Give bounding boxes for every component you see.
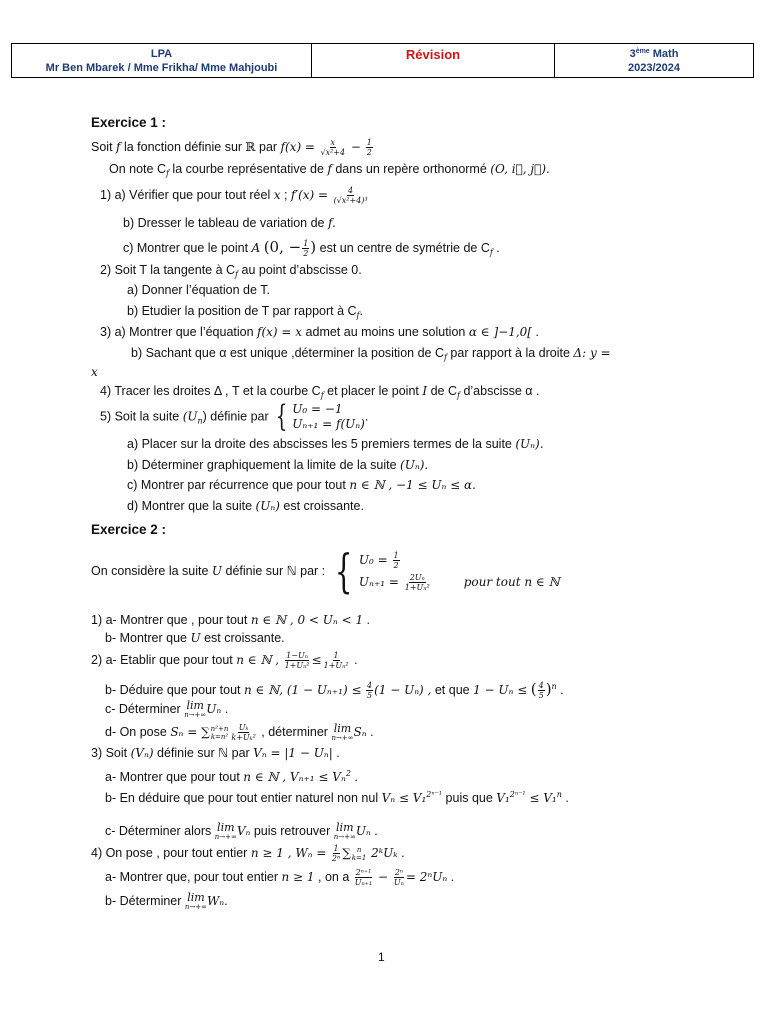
ex2-q2c: c- Déterminer lim n→+∞ Uₙ . xyxy=(105,699,229,719)
ex2-q2a: 2) a- Etablir que pour tout n ∈ ℕ , $\frac{\text{1−Uₙ}}{\text{1+Uₙ²}}$ ≤ $\frac{1}{\text{1+Uₙ²}}$ . xyxy=(91,651,358,670)
school-name: LPA xyxy=(150,47,173,60)
ex1-q3a: 3) a) Montrer que l’équation f(x) = x admet au moins une solution α ∈ ]−1,0[ . xyxy=(100,325,539,339)
page-number: 1 xyxy=(378,950,385,964)
exercise-2-heading: Exercice 2 : xyxy=(91,522,167,537)
header-table xyxy=(11,43,754,78)
ex1-q2a: a) Donner l’équation de T. xyxy=(127,283,270,297)
ex1-q5d: d) Montrer que la suite (Uₙ) est croissante. xyxy=(127,499,364,513)
header-title-cell xyxy=(312,44,555,77)
ex1-intro-line-1: Soit f la fonction définie sur ℝ par f(x) = $\frac{x}{\text{√x²+4}}$ − $\frac{1}{2}$ xyxy=(91,138,372,157)
school-year: 2023/2024 xyxy=(628,61,680,74)
ex1-q2: 2) Soit T la tangente à $C_f$ au point d’abscisse 0. xyxy=(100,263,362,279)
ex1-q4: 4) Tracer les droites Δ , T et la courbe $C_f$ et placer le point I de $C_f$ d’abscisse α . xyxy=(100,384,540,400)
ex2-q2b: b- Déduire que pour tout n ∈ ℕ, (1 − Uₙ₊₁) ≤ $\frac{4}{5}$ (1 − Uₙ) , et que 1 − Uₙ ≤ ( $\frac{4}{5}$ )$^n$ . xyxy=(105,680,564,701)
ex1-q5c: c) Montrer par récurrence que pour tout n ∈ ℕ , −1 ≤ Uₙ ≤ α. xyxy=(127,478,476,492)
class-level: 3ème Math xyxy=(629,47,679,60)
ex1-q5b: b) Déterminer graphiquement la limite de la suite (Uₙ). xyxy=(127,458,429,472)
ex2-q4a: a- Montrer que, pour tout entier n ≥ 1 , on a $\frac{\text{2ⁿ⁺¹}}{\text{Uₙ₊₁}}$ − $\frac{\text{2ⁿ}}{\text{Uₙ}}$ = 2ⁿUₙ . xyxy=(105,868,455,887)
header-left-cell xyxy=(12,44,312,77)
ex2-q4b: b- Déterminer lim n→+∞ Wₙ. xyxy=(105,891,228,911)
ex1-intro-line-2: On note $C_f$ la courbe représentative de f dans un repère orthonormé (O, i⃗, j⃗). xyxy=(109,162,550,178)
ex2-q3: 3) Soit (Vₙ) définie sur ℕ par Vₙ = |1 − Uₙ| . xyxy=(91,746,340,760)
ex2-q3a: a- Montrer que pour tout n ∈ ℕ , Vₙ₊₁ ≤ Vₙ$^2$ . xyxy=(105,769,358,784)
ex1-q1c: c) Montrer que le point A (0, − $\frac{1}{2}$ ) est un centre de symétrie de $C_f$ . xyxy=(123,237,500,258)
ex1-q5: 5) Soit la suite $(U_n)$ définie par { U₀ = −1 Uₙ₊₁ = f(Uₙ) . xyxy=(100,399,369,434)
exercise-1-heading: Exercice 1 : xyxy=(91,115,167,130)
teacher-names: Mr Ben Mbarek / Mme Frikha/ Mme Mahjoubi xyxy=(45,61,278,74)
ex1-q3b-continued: x xyxy=(91,365,98,379)
ex2-q1b: b- Montrer que U est croissante. xyxy=(105,631,285,645)
ex1-q5a: a) Placer sur la droite des abscisses les 5 premiers termes de la suite (Uₙ). xyxy=(127,437,544,451)
ex2-q1a: 1) a- Montrer que , pour tout n ∈ ℕ , 0 < Uₙ < 1 . xyxy=(91,613,371,627)
ex2-q3c: c- Déterminer alors lim n→+∞ Vₙ puis retrouver lim n→+∞ Uₙ . xyxy=(105,821,378,841)
ex2-q4: 4) On pose , pour tout entier n ≥ 1 , Wₙ = $\frac{1}{\text{2ⁿ}}$ ∑ n k=1 2ᵏUₖ . xyxy=(91,844,405,863)
ex1-q2b: b) Etudier la position de T par rapport à $C_f$. xyxy=(127,304,363,320)
ex1-q3b: b) Sachant que α est unique ,déterminer la position de $C_f$ par rapport à la droite Δ: y = xyxy=(131,346,611,362)
ex2-q3b: b- En déduire que pour tout entier naturel non nul Vₙ ≤ V₁$^{2^{n-1}}$ puis que V₁$^{2^{n-1}}$ ≤ V₁$^n$ . xyxy=(105,790,569,805)
ex2-q2d: d- On pose Sₙ = ∑ n²+n k=n² $\frac{\text{Uₖ}}{\text{k+Uₖ²}}$ , déterminer lim n→+∞ Sₙ . xyxy=(105,722,374,742)
header-right-cell xyxy=(555,44,753,77)
ex1-q1a: 1) a) Vérifier que pour tout réel x ; f′(x) = $\frac{4}{\text{(√x²+4)³}}$ xyxy=(100,186,368,205)
document-title: Révision xyxy=(405,47,461,62)
ex2-intro: On considère la suite U définie sur ℕ par : { U₀ = $\frac{1}{2}$ Uₙ₊₁ = $\frac{\text{2Uₙ}}{\text{1+Uₙ²}}$ pour tout n ∈ ℕ xyxy=(91,544,560,598)
ex1-q1b: b) Dresser le tableau de variation de f. xyxy=(123,216,336,230)
